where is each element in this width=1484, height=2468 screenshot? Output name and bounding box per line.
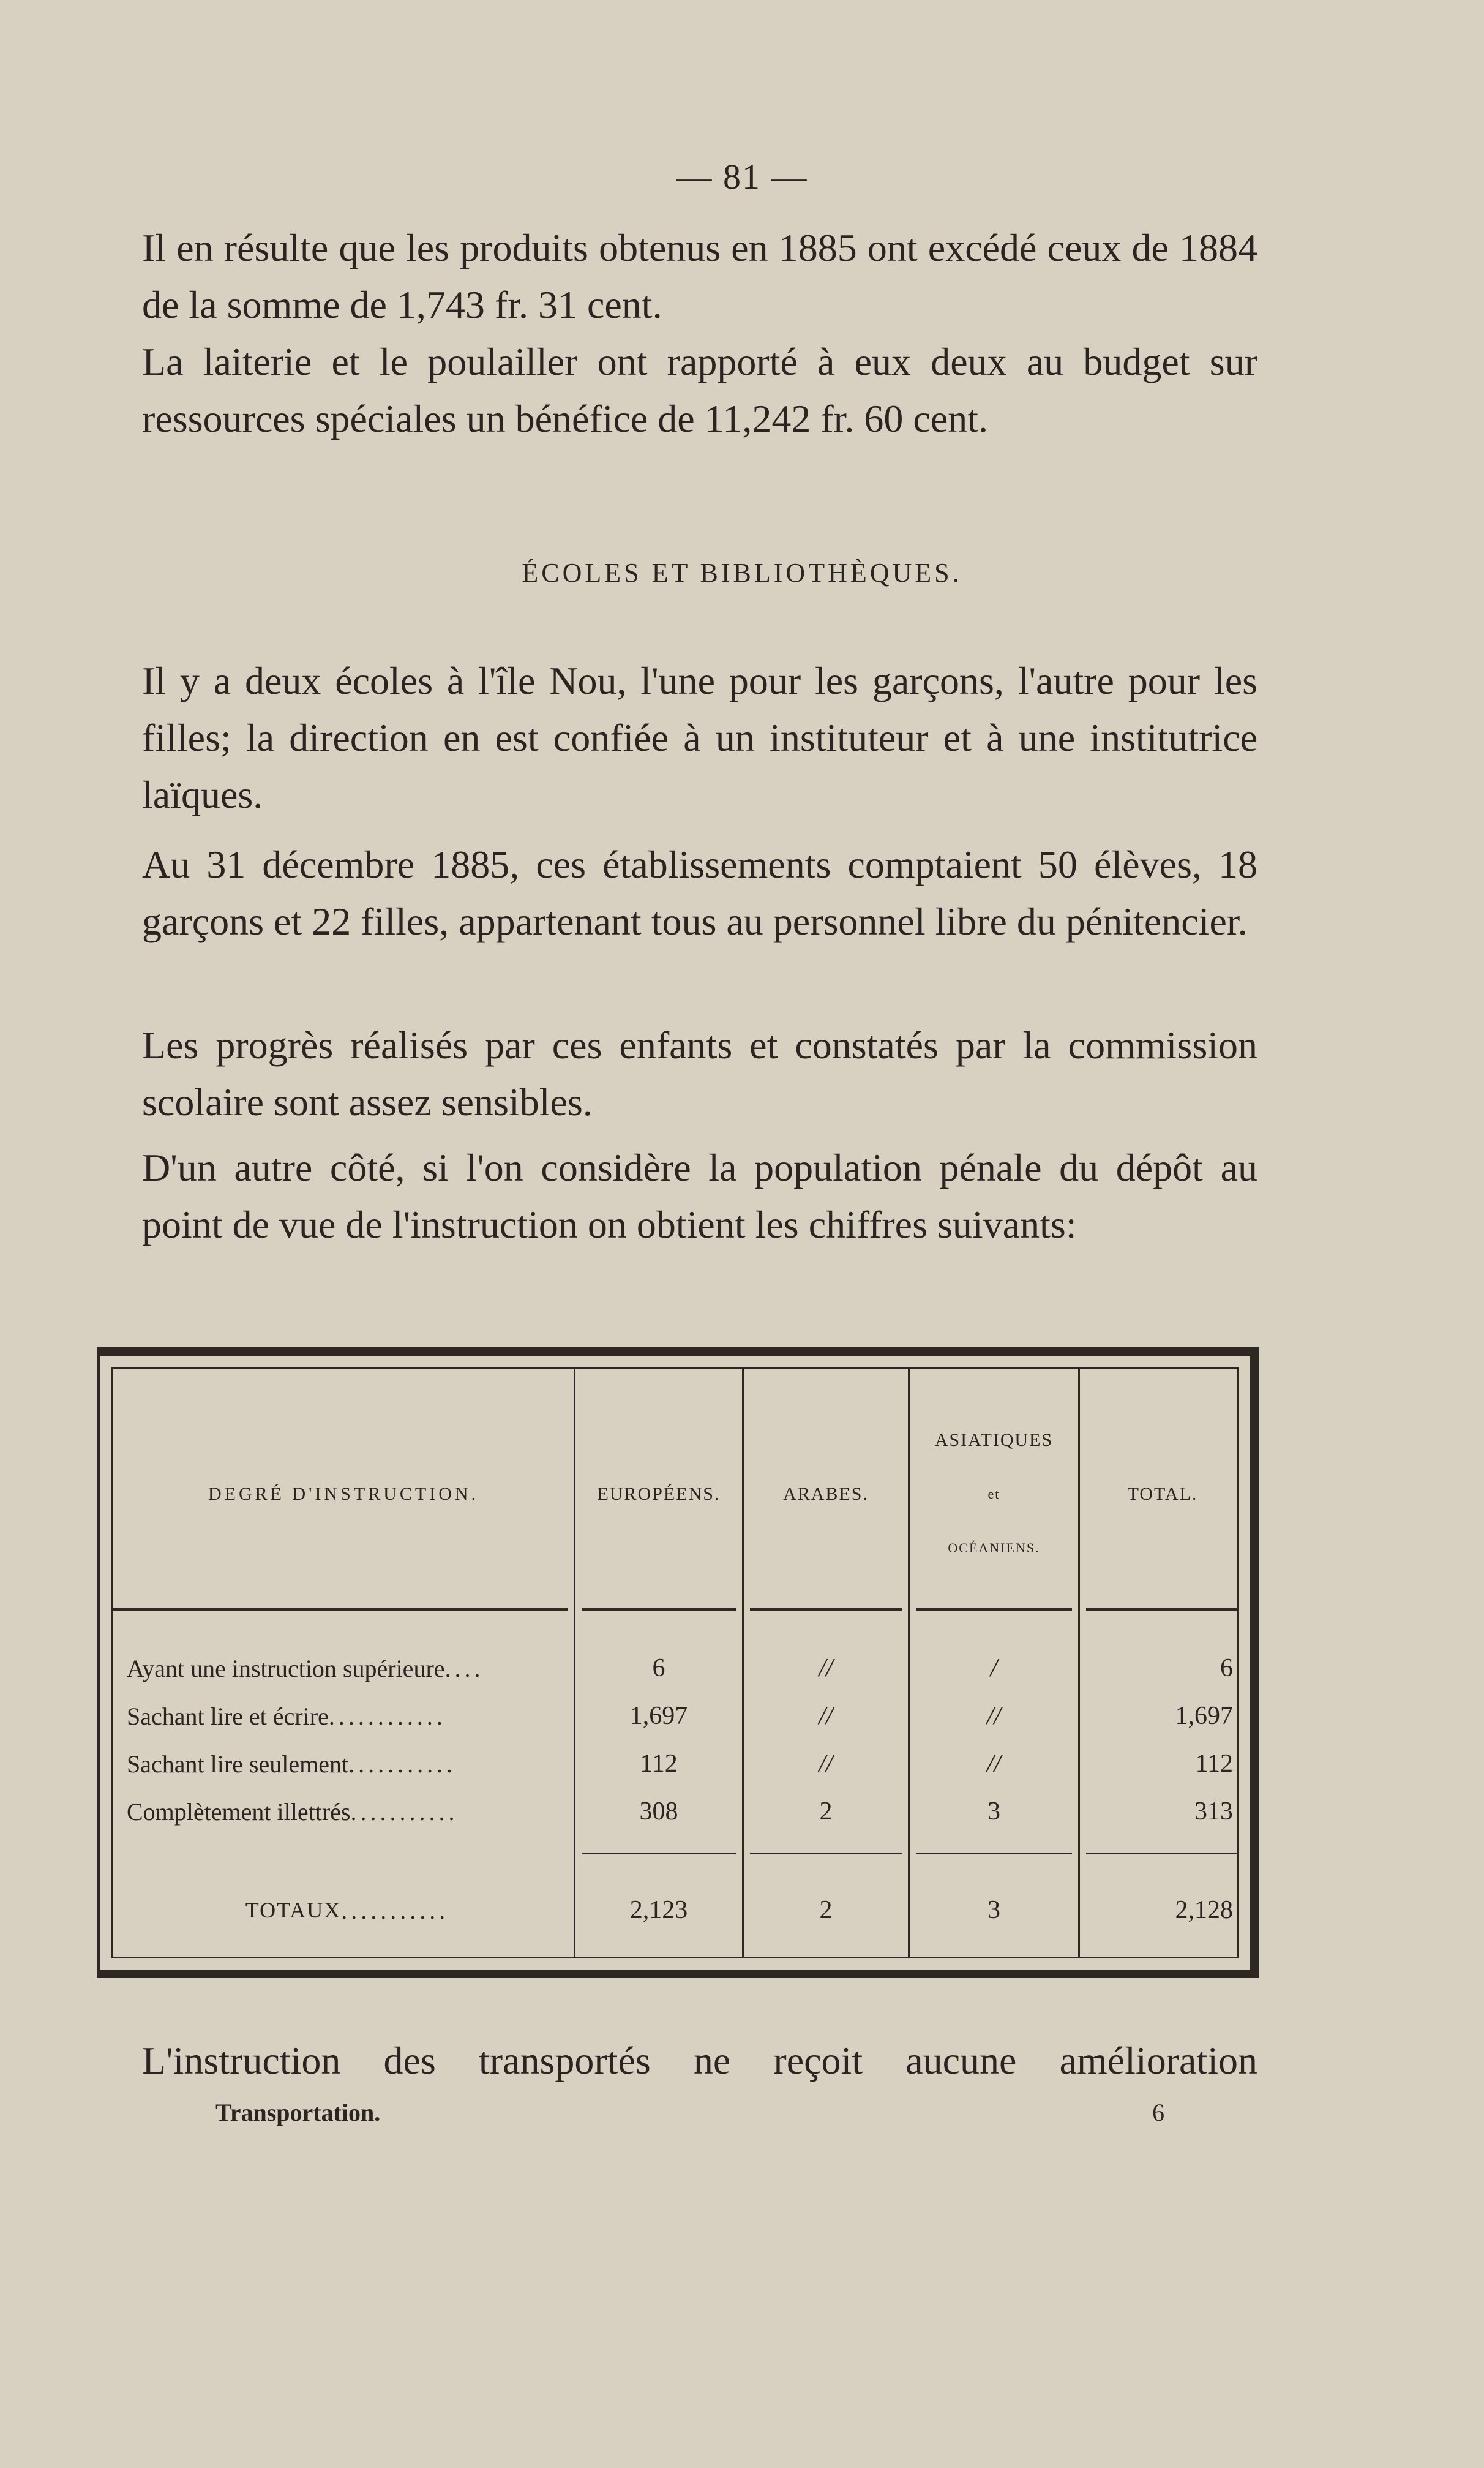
table-inner-frame <box>111 1367 1239 1958</box>
cell-arabes: // <box>819 1702 833 1730</box>
table-row <box>113 1644 1237 1692</box>
cell-total: 112 <box>1195 1750 1233 1778</box>
header-rule <box>582 1608 736 1611</box>
header-asiatiques-line3: OCÉANIENS. <box>948 1540 1040 1556</box>
header-asiatiques-line1: ASIATIQUES <box>934 1430 1054 1450</box>
header-asiatiques <box>910 1369 1078 1620</box>
totals-label: TOTAUX ........... <box>245 1896 449 1924</box>
paragraph-text: Il y a deux écoles à l'île Nou, l'une pour les garçons, l'autre pour les filles; la direction en est confiée à un instituteur et à une institutrice laïques. <box>142 659 1257 816</box>
cell-asiatiques: / <box>990 1654 998 1682</box>
header-arabes: ARABES. <box>783 1484 869 1504</box>
header-asiatiques-line2: et <box>987 1486 1000 1502</box>
paragraph-text: Au 31 décembre 1885, ces établissements comptaient 50 élèves, 18 garçons et 22 filles, appartenant tous au personnel libre du pénitencier. <box>142 843 1257 943</box>
totals-rule <box>750 1853 902 1854</box>
totals-rule <box>582 1853 736 1854</box>
cell-arabes: // <box>819 1654 833 1682</box>
cell-total: 1,697 <box>1175 1702 1233 1730</box>
row-label: Complètement illettrés ........... <box>127 1797 459 1826</box>
totals-arabes: 2 <box>819 1896 833 1924</box>
paragraph-last-line: L'instruction des transportés ne reçoit aucune amélioration <box>142 2039 1257 2082</box>
header-rule <box>916 1608 1072 1611</box>
totals-row <box>113 1886 1237 1934</box>
paragraph-produits <box>142 219 1257 333</box>
paragraph-text: D'un autre côté, si l'on considère la population pénale du dépôt au point de vue de l'instruction on obtient les chiffres suivants: <box>142 1146 1257 1246</box>
cell-asiatiques: // <box>986 1750 1002 1778</box>
cell-total: 313 <box>1194 1797 1233 1826</box>
totals-asiatiques: 3 <box>987 1896 1000 1924</box>
paragraph-ecoles <box>142 652 1257 823</box>
footer-signature: 6 <box>1152 2099 1164 2126</box>
header-rule <box>113 1608 568 1611</box>
cell-europeens: 1,697 <box>629 1702 688 1730</box>
table-row <box>113 1740 1237 1788</box>
paragraph-text: Il en résulte que les produits obtenus en 1885 ont excédé ceux de 1884 de la somme de 1,743 fr. 31 cent. <box>142 226 1257 326</box>
paragraph-population <box>142 1139 1257 1253</box>
cell-europeens: 6 <box>652 1654 665 1682</box>
page-number: — 81 — <box>676 157 808 197</box>
totals-rule <box>1086 1853 1239 1854</box>
instruction-table <box>97 1347 1259 1978</box>
paragraph-progres <box>142 1017 1257 1131</box>
totals-total: 2,128 <box>1175 1896 1233 1924</box>
section-heading: ÉCOLES ET BIBLIOTHÈQUES. <box>522 558 962 588</box>
header-degree: DEGRÉ D'INSTRUCTION. <box>208 1484 479 1504</box>
cell-arabes: 2 <box>819 1797 833 1826</box>
header-europeens: EUROPÉENS. <box>597 1484 721 1504</box>
header-rule <box>1086 1608 1239 1611</box>
cell-total: 6 <box>1220 1654 1233 1682</box>
table-row <box>113 1788 1237 1835</box>
footer-title: Transportation. <box>215 2099 381 2126</box>
table-row <box>113 1692 1237 1740</box>
cell-asiatiques: // <box>986 1702 1002 1730</box>
row-label: Sachant lire seulement ........... <box>127 1750 457 1778</box>
page-footer <box>215 2098 1164 2127</box>
row-label: Ayant une instruction supérieure .... <box>127 1654 484 1682</box>
paragraph-text: Les progrès réalisés par ces enfants et constatés par la commission scolaire sont assez sensibles. <box>142 1023 1257 1124</box>
totals-rule <box>916 1853 1072 1854</box>
header-total: TOTAL. <box>1127 1484 1198 1504</box>
paragraph-laiterie <box>142 333 1257 447</box>
cell-arabes: // <box>819 1750 833 1778</box>
header-rule <box>750 1608 902 1611</box>
paragraph-eleves <box>142 836 1257 950</box>
cell-europeens: 308 <box>639 1797 678 1826</box>
totals-europeens: 2,123 <box>629 1896 688 1924</box>
row-label: Sachant lire et écrire ............ <box>127 1702 446 1730</box>
cell-europeens: 112 <box>640 1750 678 1778</box>
cell-asiatiques: 3 <box>987 1797 1000 1826</box>
paragraph-text: La laiterie et le poulailler ont rapporté à eux deux au budget sur ressources spéciales un bénéfice de 11,242 fr. 60 cent. <box>142 340 1257 440</box>
